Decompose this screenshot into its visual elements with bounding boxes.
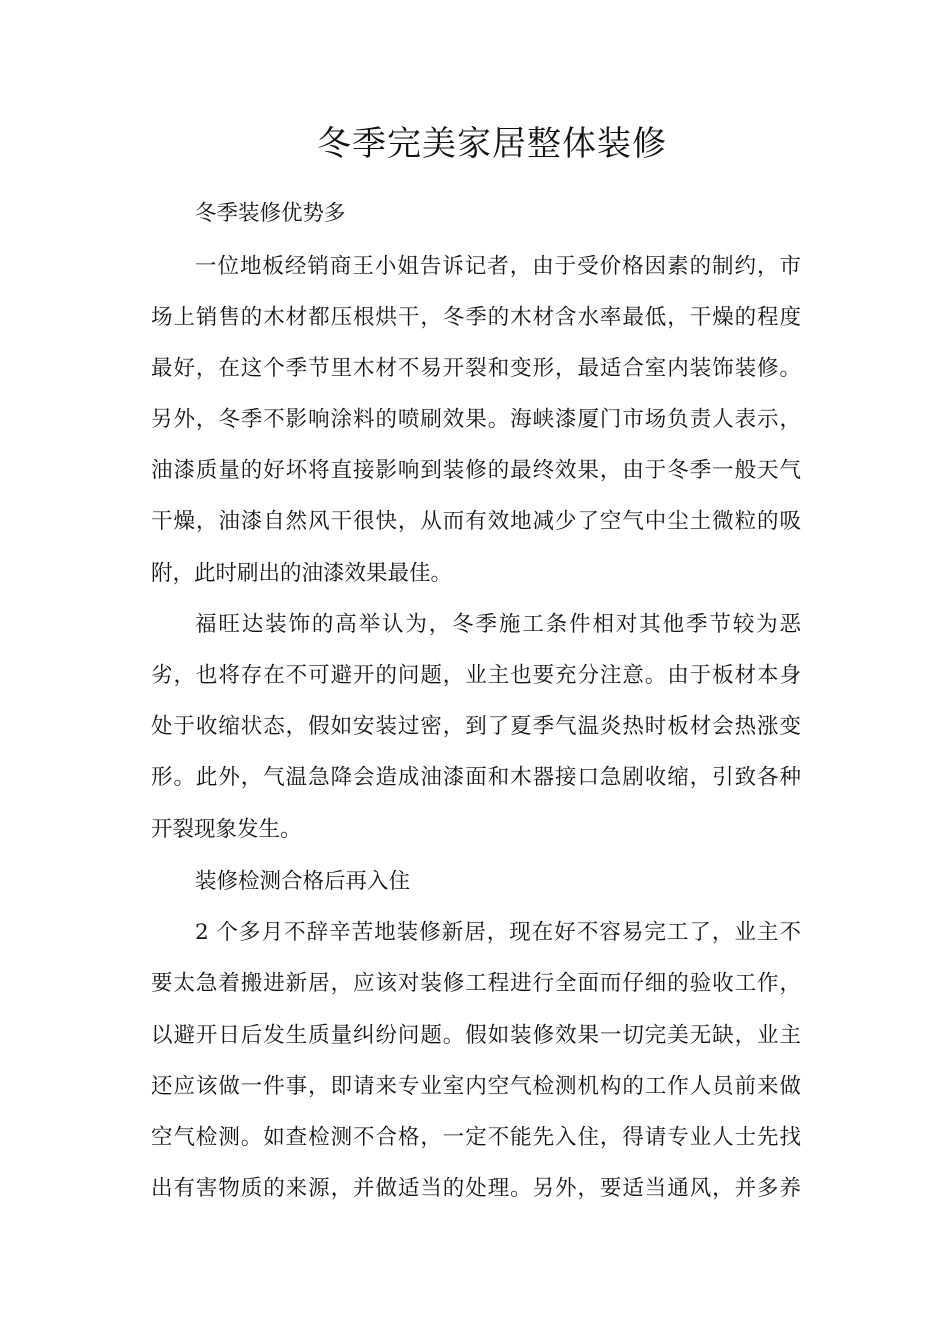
paragraph-line: 出有害物质的来源，并做适当的处理。另外，要适当通风，并多养 [151,1176,801,1201]
paragraph-line: 空气检测。如查检测不合格，一定不能先入住，得请专业人士先找 [151,1125,801,1150]
paragraph-line: 另外，冬季不影响涂料的喷刷效果。海峡漆厦门市场负责人表示， [151,407,801,432]
paragraph-line: 最好，在这个季节里木材不易开裂和变形，最适合室内装饰装修。 [151,356,801,381]
paragraph-line: 要太急着搬进新居，应该对装修工程进行全面而仔细的验收工作， [151,971,801,996]
paragraph-line: 油漆质量的好坏将直接影响到装修的最终效果，由于冬季一般天气 [151,458,801,483]
document-title: 冬季完美家居整体装修 [317,124,667,164]
paragraph-line: 福旺达装饰的高举认为，冬季施工条件相对其他季节较为恶 [195,612,801,637]
paragraph-line: 形。此外，气温急降会造成油漆面和木器接口急剧收缩，引致各种 [151,765,801,790]
section-heading: 冬季装修优势多 [195,201,346,226]
paragraph-line: 2 个多月不辞辛苦地装修新居，现在好不容易完工了，业主不 [195,920,801,945]
section-heading: 装修检测合格后再入住 [195,869,411,894]
paragraph-line: 处于收缩状态，假如安装过密，到了夏季气温炎热时板材会热涨变 [151,714,801,739]
paragraph-line: 还应该做一件事，即请来专业室内空气检测机构的工作人员前来做 [151,1074,801,1099]
paragraph-line: 场上销售的木材都压根烘干，冬季的木材含水率最低，干燥的程度 [151,305,801,330]
paragraph-line: 干燥，油漆自然风干很快，从而有效地减少了空气中尘土微粒的吸 [151,509,801,534]
paragraph-line: 开裂现象发生。 [151,817,302,842]
paragraph-line: 一位地板经销商王小姐告诉记者，由于受价格因素的制约，市 [195,254,801,279]
paragraph-line: 附，此时刷出的油漆效果最佳。 [151,561,453,586]
paragraph-line: 劣，也将存在不可避开的问题，业主也要充分注意。由于板材本身 [151,663,801,688]
paragraph-line: 以避开日后发生质量纠纷问题。假如装修效果一切完美无缺，业主 [151,1023,801,1048]
